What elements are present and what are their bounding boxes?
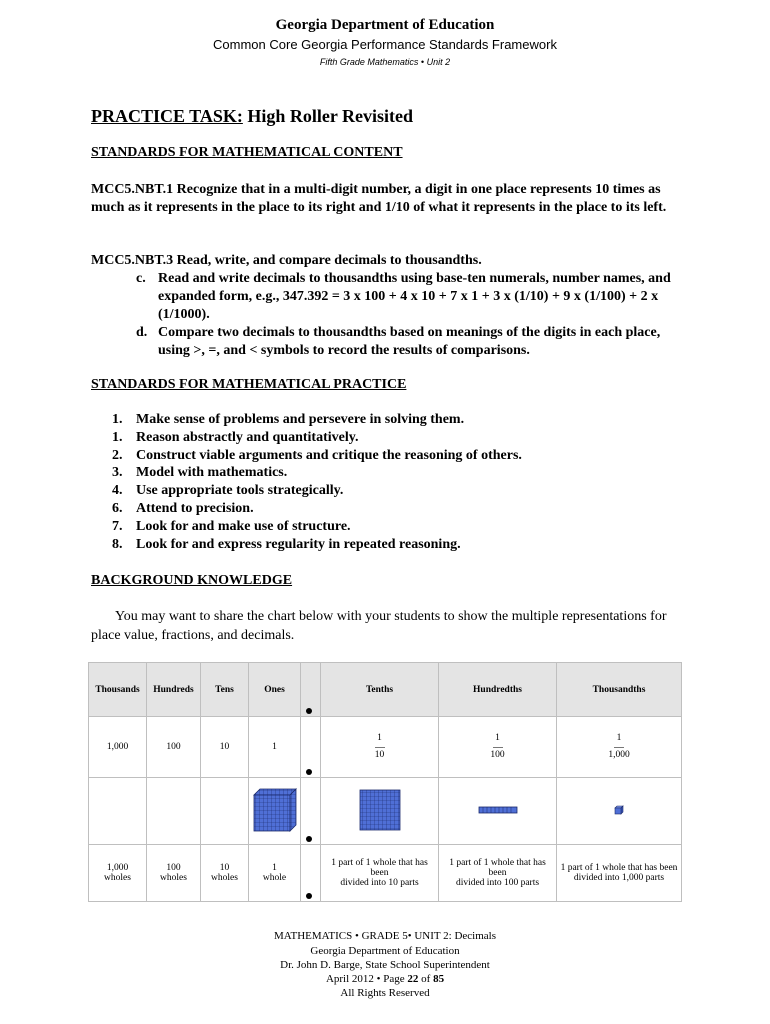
parts-cell: 1 part of 1 whole that has been divided into 1,000 parts <box>557 845 682 902</box>
block-cell <box>321 778 439 845</box>
decimal-point-icon <box>306 708 312 714</box>
list-item: 6. Attend to precision. <box>112 500 254 516</box>
wholes-cell: 10 wholes <box>201 845 249 902</box>
header-tens: Tens <box>201 663 249 717</box>
block-cell <box>557 778 682 845</box>
block-cell <box>439 778 557 845</box>
decimal-point-cell <box>301 663 321 717</box>
block-cell <box>249 778 301 845</box>
header-hundredths: Hundredths <box>439 663 557 717</box>
list-item: 7. Look for and make use of structure. <box>112 518 351 534</box>
flat-block-icon <box>359 789 401 831</box>
table-header-row <box>89 663 682 717</box>
practice-list <box>112 411 522 553</box>
empty-cell <box>201 778 249 845</box>
task-title <box>91 106 413 127</box>
item-text: Compare two decimals to thousandths based on meanings of the digits in each place, using >, =, and < symbols to record the results of comparisons. <box>158 325 661 358</box>
decimal-point-icon <box>306 893 312 899</box>
footer-rights: All Rights Reserved <box>340 987 430 999</box>
header-thousandths: Thousandths <box>557 663 682 717</box>
wholes-cell: 100 wholes <box>147 845 201 902</box>
value-cell: 1 <box>249 717 301 778</box>
wholes-cell: 1 whole <box>249 845 301 902</box>
footer-subject: MATHEMATICS • GRADE 5• UNIT 2: Decimals <box>274 930 496 942</box>
place-value-table <box>88 662 682 902</box>
header-tenths: Tenths <box>321 663 439 717</box>
header-org: Georgia Department of Education <box>275 17 495 33</box>
footer-superintendent: Dr. John D. Barge, State School Superintendent <box>280 959 490 971</box>
list-item: 4. Use appropriate tools strategically. <box>112 483 344 499</box>
header-thousands: Thousands <box>89 663 147 717</box>
item-label: c. <box>136 271 146 286</box>
value-cell: 10 <box>201 717 249 778</box>
value-cell: 1,000 <box>89 717 147 778</box>
cube-block-icon <box>252 787 298 833</box>
decimal-point-icon <box>306 836 312 842</box>
task-label: PRACTICE TASK: <box>91 106 243 126</box>
value-cell: 100 <box>147 717 201 778</box>
item-label: d. <box>136 325 148 340</box>
page-number: 22 <box>407 973 419 985</box>
background-text: You may want to share the chart below with your students to show the multiple representations for place value, fractions, and decimals. <box>91 609 667 643</box>
table-row <box>89 717 682 778</box>
table-row <box>89 845 682 902</box>
item-text: Read and write decimals to thousandths using base-ten numerals, number names, and expanded form, e.g., 347.392 = 3 x 100 + 4 x 10 + 7 x 1 + 3 x (1/10) + 9 x (1/100) + 2 x (1/1000). <box>158 271 671 322</box>
empty-cell <box>89 778 147 845</box>
practice-standards-heading: STANDARDS FOR MATHEMATICAL PRACTICE <box>91 377 407 392</box>
decimal-point-cell <box>301 845 321 902</box>
header-ones: Ones <box>249 663 301 717</box>
list-item: 1. Make sense of problems and persevere in solving them. <box>112 412 465 427</box>
unit-cube-icon <box>614 805 624 815</box>
parts-cell: 1 part of 1 whole that has been divided into 10 parts <box>321 845 439 902</box>
list-item: 8. Look for and express regularity in repeated reasoning. <box>112 536 461 552</box>
decimal-point-cell <box>301 778 321 845</box>
footer-page: April 2012 • Page 22 of 85 <box>325 973 445 985</box>
decimal-point-cell <box>301 717 321 778</box>
table-row <box>89 778 682 845</box>
fraction-cell: $\frac{1}{1,000}$ <box>557 717 682 778</box>
decimal-point-icon <box>306 769 312 775</box>
task-name: High Roller Revisited <box>247 106 414 126</box>
rod-block-icon <box>478 806 518 814</box>
header-subtitle: Fifth Grade Mathematics • Unit 2 <box>319 57 451 67</box>
fraction-cell: $\frac{1}{10}$ <box>321 717 439 778</box>
fraction-cell: $\frac{1}{100}$ <box>439 717 557 778</box>
header-hundreds: Hundreds <box>147 663 201 717</box>
standard-nbt3: MCC5.NBT.3 Read, write, and compare decimals to thousandths. <box>91 253 482 268</box>
standard-nbt1: MCC5.NBT.1 Recognize that in a multi-digit number, a digit in one place represents 10 times as much as it represents in the place to its right and 1/10 of what it represents in the place to its left. <box>91 182 667 215</box>
list-item: 1. Reason abstractly and quantitatively. <box>112 429 359 445</box>
wholes-cell: 1,000 wholes <box>89 845 147 902</box>
header-framework: Common Core Georgia Performance Standards Framework <box>213 37 557 52</box>
footer-org: Georgia Department of Education <box>310 945 460 957</box>
background-heading: BACKGROUND KNOWLEDGE <box>91 573 293 588</box>
parts-cell: 1 part of 1 whole that has been divided into 100 parts <box>439 845 557 902</box>
empty-cell <box>147 778 201 845</box>
list-item: 3. Model with mathematics. <box>112 465 288 481</box>
list-item: 2. Construct viable arguments and critique the reasoning of others. <box>112 447 522 463</box>
content-standards-heading: STANDARDS FOR MATHEMATICAL CONTENT <box>91 145 403 160</box>
page-total: 85 <box>433 973 445 985</box>
